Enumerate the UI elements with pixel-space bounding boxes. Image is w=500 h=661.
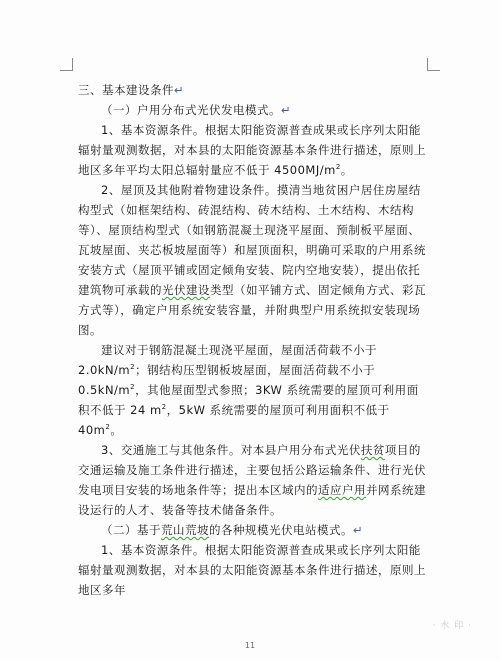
paragraph-transport-conditions: 3、交通施工与其他条件。对本县户用分布式光伏扶贫项目的交通运输及施工条件进行描述，主要包括公路运输条件、进行光伏发电项目安装的场地条件等；提出本区域内的适应户用并网系统建设运行的人才、装备等技术储备条件。 bbox=[78, 443, 426, 517]
paragraph-roof-conditions: 2、屋顶及其他附着物建设条件。摸清当地贫困户居住房屋结构型式（如框架结构、砖混结构、砖木结构、土木结构、木结构等）、屋顶结构型式（如钢筋混凝土现浇平屋面、预制板平屋面、瓦坡屋面、夹芯板坡屋面等）和屋顶面积，明确可采取的户用系统安装方式（屋顶平铺或固定倾角安装、院内空地安装），提出依托建筑物可承载的光伏建设类型（如平铺方式、固定倾角方式、彩瓦方式等），确定户用系统安装容量，并附典型户用系统拟安装现场图。 bbox=[78, 183, 426, 337]
paragraph-resource-conditions: 1、基本资源条件。根据太阳能资源普查成果或长序列太阳能辐射量观测数据，对本县的太阳能资源基本条件进行描述，原则上地区多年平均太阳总辐射量应不低于 $4500MJ/m^2$。 bbox=[78, 123, 426, 177]
page-number: 11 bbox=[244, 641, 256, 650]
page-corner-mark-top-left bbox=[60, 58, 73, 71]
section-title: 三、基本建设条件↵ bbox=[78, 83, 185, 97]
document-body bbox=[78, 80, 428, 600]
page-corner-mark-top-right bbox=[427, 58, 440, 71]
paragraph-resource-conditions-2: 1、基本资源条件。根据太阳能资源普查成果或长序列太阳能辐射量观测数据，对本县的太阳能资源基本条件进行描述，原则上地区多年 bbox=[78, 543, 426, 597]
subsection-title-1: （一）户用分布式光伏发电模式。↵ bbox=[101, 103, 292, 117]
subsection-title-2: （二）基于荒山荒坡的各种规模光伏电站模式。↵ bbox=[101, 523, 364, 537]
paragraph-load-recommendation: 建议对于钢筋混凝土现浇平屋面，屋面活荷载不小于 $2.0kN/m^2$；钢结构压型钢板坡屋面，屋面活荷载不小于 $0.5kN/m^2$，其他屋面型式参照；3KW 系统需要的屋顶可利用面积不低于 24 $m^2$，5kW 系统需要的屋顶可利用面积不低于 $40m^2$。 bbox=[78, 343, 419, 437]
watermark: · 水 印 · bbox=[432, 621, 472, 631]
